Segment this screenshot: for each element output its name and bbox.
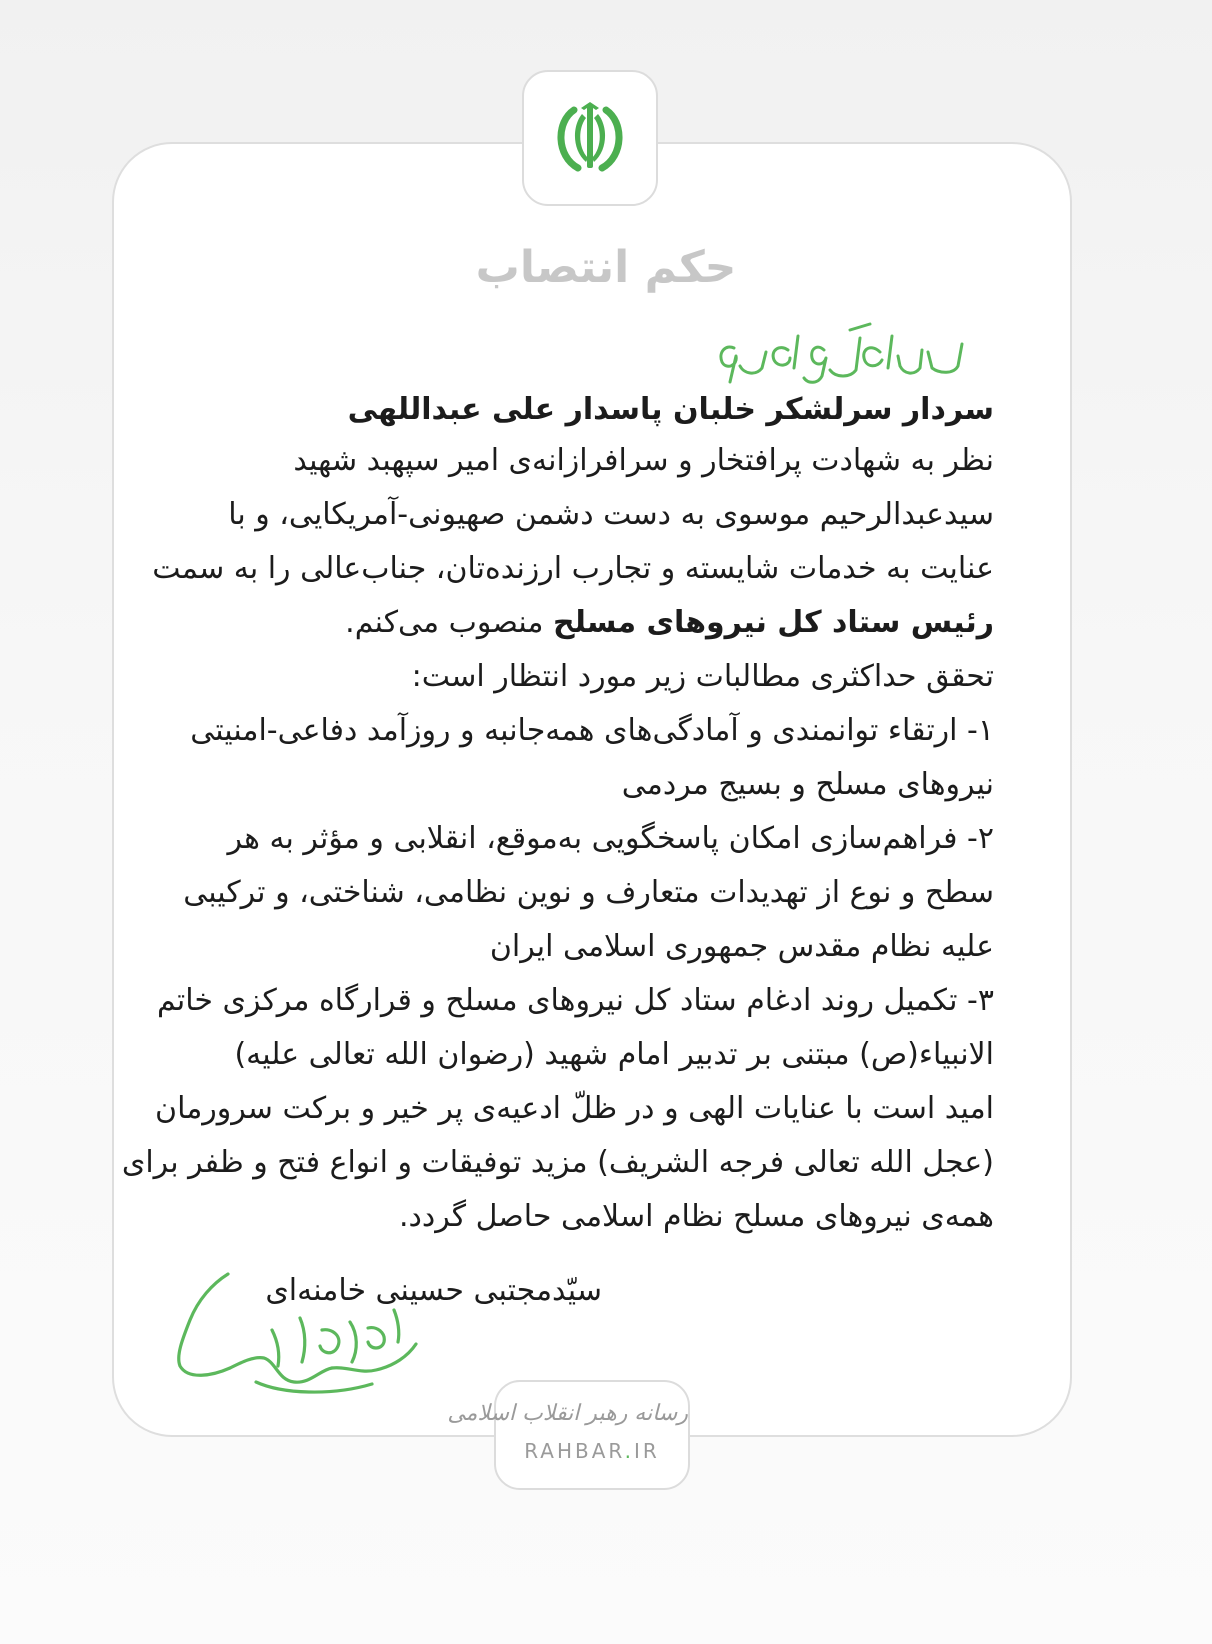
letter-line: نیروهای مسلح و بسیج مردمی: [621, 767, 994, 802]
emblem-badge: [522, 70, 658, 206]
letter-line: نظر به شهادت پرافتخار و سرافرازانه‌ی امیر سپهبد شهید: [293, 443, 994, 478]
appointment-line: [196, 596, 994, 650]
letter-line: (عجل الله تعالی فرجه الشریف) مزید توفیقات و انواع فتح و ظفر برای: [121, 1145, 994, 1180]
appointment-text: منصوب می‌کنم.: [345, 605, 554, 640]
letter-body: [121, 386, 994, 1244]
appointed-position: رئیس ستاد کل نیروهای مسلح: [553, 605, 994, 640]
rahbar-site-url: [496, 1434, 688, 1468]
rahbar-logo: [447, 1380, 690, 1490]
letter-line: ۳- تکمیل روند ادغام ستاد کل نیروهای مسلح و قرارگاه مرکزی خاتم: [156, 983, 994, 1018]
letter-line: ۲- فراهم‌سازی امکان پاسخگویی به‌موقع، انقلابی و مؤثر به هر: [227, 821, 994, 856]
letter-line: علیه نظام مقدس جمهوری اسلامی ایران: [489, 929, 994, 964]
rahbar-logo-text: رسانه رهبر انقلاب اسلامی: [447, 1401, 688, 1426]
letter-line: تحقق حداکثری مطالبات زیر مورد انتظار است:: [411, 659, 994, 694]
handwritten-signature: [172, 1270, 422, 1410]
letter-line: امید است با عنایات الهی و در ظلّ ادعیه‌ی پر خیر و برکت سرورمان: [155, 1091, 994, 1126]
document-title: حکم انتصاب: [475, 242, 737, 293]
signer-name: سیّدمجتبی حسینی خامنه‌ای: [265, 1273, 602, 1308]
site-tld: IR: [633, 1439, 660, 1463]
letter-line: سطح و نوع از تهدیدات متعارف و نوین نظامی، شناختی، و ترکیبی: [183, 875, 994, 910]
basmala-calligraphy: [700, 322, 980, 394]
recipient-line: سردار سرلشکر خلبان پاسدار علی عبداللهی: [347, 392, 994, 427]
letter-line: سیدعبدالرحیم موسوی به دست دشمن صهیونی-آمریکایی، و با: [228, 497, 994, 532]
letter-line: عنایت به خدمات شایسته و تجارب ارزنده‌تان، جناب‌عالی را به سمت: [152, 551, 994, 586]
site-name: RAHBAR: [524, 1439, 625, 1463]
iran-emblem-icon: [548, 96, 632, 180]
site-dot: .: [624, 1439, 634, 1463]
letter-line: همه‌ی نیروهای مسلح نظام اسلامی حاصل گردد.: [398, 1199, 994, 1234]
letter-line: ۱- ارتقاء توانمندی و آمادگی‌های همه‌جانبه و روزآمد دفاعی-امنیتی: [190, 713, 994, 748]
letter-line: الانبیاء(ص) مبتنی بر تدبیر امام شهید (رضوان الله تعالی علیه): [234, 1037, 994, 1072]
